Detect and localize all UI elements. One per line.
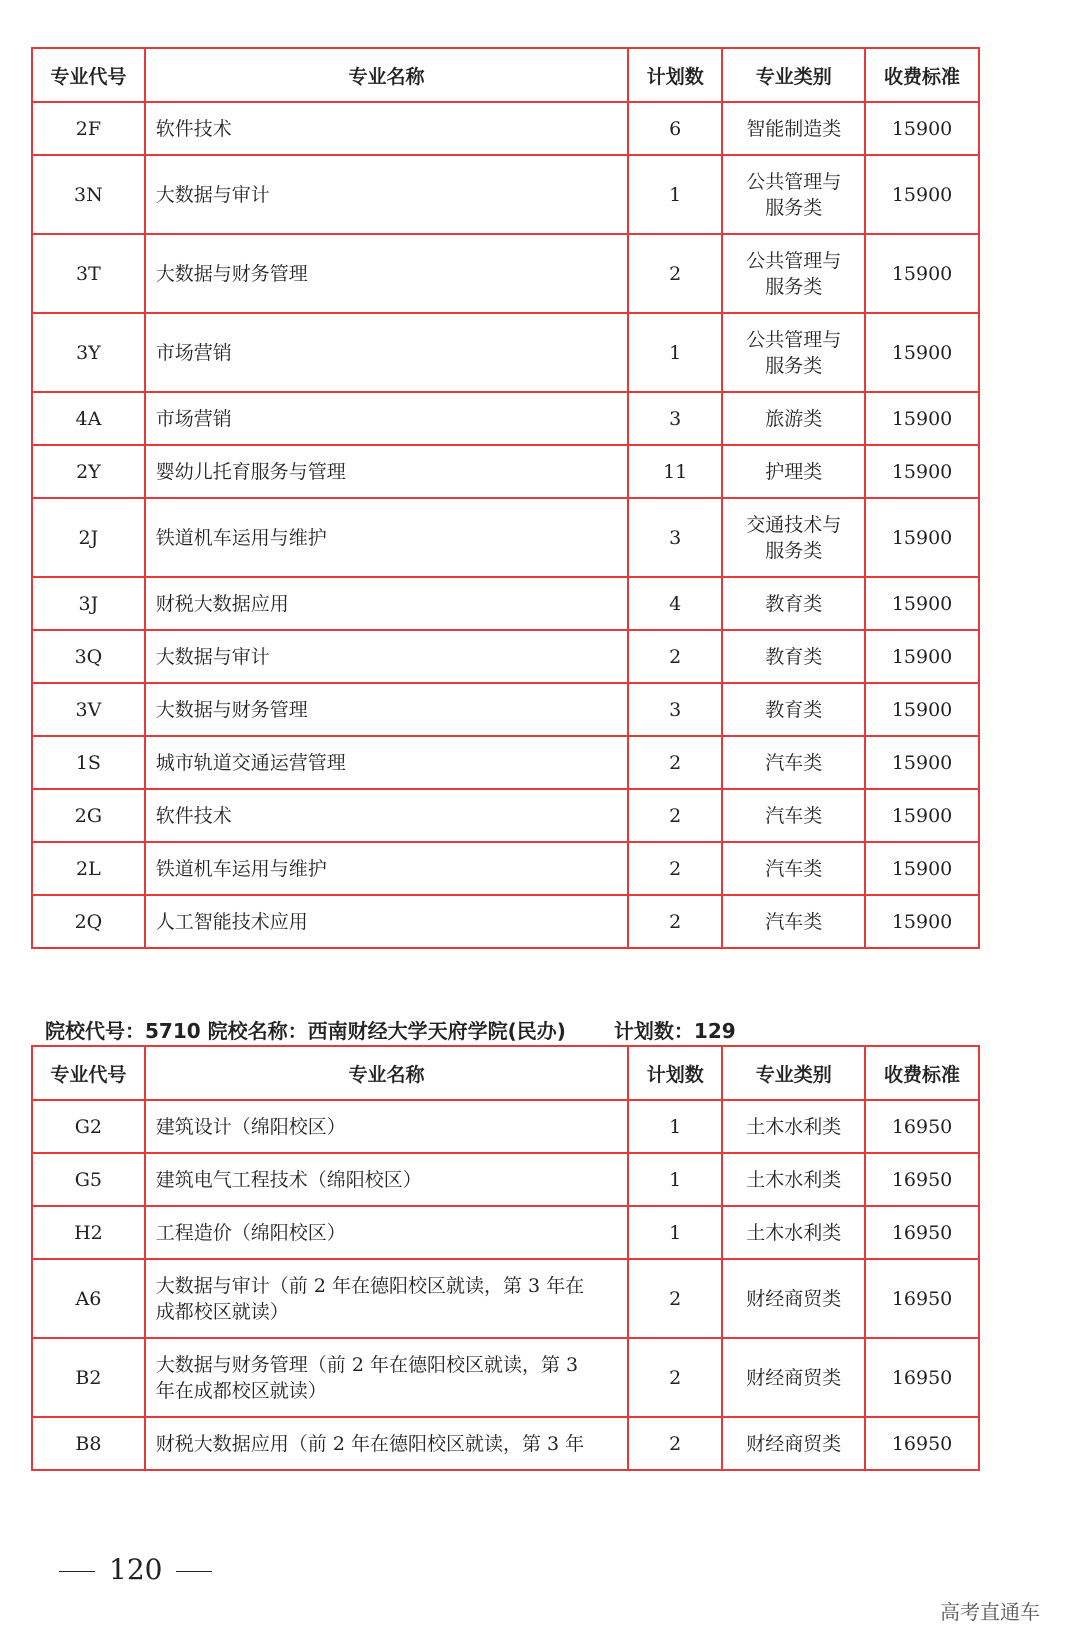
table-row [32,683,979,736]
cell-fee: 15900 [865,234,979,313]
table-row [32,736,979,789]
table-header-row [32,1046,979,1100]
cell-code: 2L [32,842,145,895]
cell-category: 智能制造类 [722,102,865,155]
cell-name: 铁道机车运用与维护 [145,498,628,577]
cell-name: 大数据与审计（前 2 年在德阳校区就读，第 3 年在 成都校区就读） [145,1259,628,1338]
cell-fee: 15900 [865,313,979,392]
table-row [32,630,979,683]
cell-fee: 15900 [865,445,979,498]
cell-name: 大数据与财务管理 [145,683,628,736]
page-number [45,1553,226,1586]
table-row [32,1153,979,1206]
cell-fee: 15900 [865,683,979,736]
dash-right [176,1571,212,1572]
cell-category: 旅游类 [722,392,865,445]
cell-fee: 15900 [865,577,979,630]
cell-fee: 16950 [865,1153,979,1206]
cell-plan: 1 [628,1153,722,1206]
cell-category: 交通技术与 服务类 [722,498,865,577]
cell-category: 土木水利类 [722,1100,865,1153]
enrollment-table-2 [31,1045,980,1471]
cell-plan: 2 [628,234,722,313]
cell-name: 婴幼儿托育服务与管理 [145,445,628,498]
cell-category: 财经商贸类 [722,1259,865,1338]
table-row [32,102,979,155]
table-row [32,234,979,313]
table-row [32,1417,979,1470]
cell-plan: 3 [628,392,722,445]
cell-category: 土木水利类 [722,1206,865,1259]
table-row [32,155,979,234]
table-row [32,1259,979,1338]
cell-name: 大数据与财务管理（前 2 年在德阳校区就读，第 3 年在成都校区就读） [145,1338,628,1417]
cell-code: 2J [32,498,145,577]
cell-code: 3Y [32,313,145,392]
cell-category: 教育类 [722,683,865,736]
cell-fee: 16950 [865,1206,979,1259]
cell-name: 财税大数据应用（前 2 年在德阳校区就读，第 3 年 [145,1417,628,1470]
header-category: 专业类别 [722,48,865,102]
enrollment-table-1 [31,47,980,949]
cell-category: 汽车类 [722,842,865,895]
table-row [32,842,979,895]
page-number-value: 120 [109,1553,163,1586]
cell-plan: 2 [628,895,722,948]
cell-fee: 15900 [865,895,979,948]
cell-plan: 2 [628,1417,722,1470]
cell-category: 公共管理与 服务类 [722,313,865,392]
cell-fee: 15900 [865,498,979,577]
header-category: 专业类别 [722,1046,865,1100]
cell-code: 3T [32,234,145,313]
cell-code: H2 [32,1206,145,1259]
cell-fee: 16950 [865,1100,979,1153]
cell-plan: 2 [628,1259,722,1338]
cell-category: 教育类 [722,630,865,683]
cell-plan: 2 [628,842,722,895]
cell-category: 汽车类 [722,789,865,842]
header-fee: 收费标准 [865,1046,979,1100]
dash-left [59,1571,95,1572]
school-name: 西南财经大学天府学院(民办) [307,1019,566,1043]
cell-plan: 2 [628,1338,722,1417]
cell-fee: 16950 [865,1338,979,1417]
cell-category: 财经商贸类 [722,1338,865,1417]
cell-fee: 16950 [865,1417,979,1470]
header-fee: 收费标准 [865,48,979,102]
cell-fee: 15900 [865,102,979,155]
cell-plan: 11 [628,445,722,498]
cell-category: 教育类 [722,577,865,630]
cell-category: 公共管理与 服务类 [722,155,865,234]
cell-plan: 3 [628,498,722,577]
cell-plan: 2 [628,736,722,789]
cell-name: 大数据与审计 [145,155,628,234]
header-plan: 计划数 [628,48,722,102]
cell-code: G2 [32,1100,145,1153]
school-info-line [45,1015,736,1044]
table-row [32,895,979,948]
table-row [32,498,979,577]
cell-name: 大数据与财务管理 [145,234,628,313]
cell-plan: 2 [628,789,722,842]
cell-code: 4A [32,392,145,445]
school-code: 5710 [145,1019,201,1043]
cell-plan: 2 [628,630,722,683]
school-plan: 129 [693,1019,736,1043]
cell-category: 土木水利类 [722,1153,865,1206]
cell-name: 软件技术 [145,789,628,842]
cell-category: 汽车类 [722,736,865,789]
cell-name: 大数据与审计 [145,630,628,683]
school-plan-label: 计划数： [613,1019,694,1043]
cell-fee: 15900 [865,736,979,789]
table-row [32,577,979,630]
cell-fee: 15900 [865,842,979,895]
cell-name: 市场营销 [145,392,628,445]
cell-plan: 1 [628,155,722,234]
cell-plan: 1 [628,313,722,392]
cell-plan: 1 [628,1206,722,1259]
table-row [32,313,979,392]
cell-fee: 16950 [865,1259,979,1338]
cell-name: 城市轨道交通运营管理 [145,736,628,789]
cell-code: 2Y [32,445,145,498]
cell-category: 汽车类 [722,895,865,948]
table-row [32,1206,979,1259]
cell-plan: 1 [628,1100,722,1153]
cell-code: A6 [32,1259,145,1338]
table-row [32,1338,979,1417]
cell-plan: 6 [628,102,722,155]
cell-code: 2F [32,102,145,155]
school-code-label: 院校代号： [45,1019,145,1043]
cell-fee: 15900 [865,630,979,683]
table-row [32,789,979,842]
cell-fee: 15900 [865,155,979,234]
cell-name: 建筑设计（绵阳校区） [145,1100,628,1153]
school-name-label: 院校名称： [207,1019,308,1043]
cell-category: 财经商贸类 [722,1417,865,1470]
cell-code: 1S [32,736,145,789]
table-row [32,392,979,445]
cell-name: 市场营销 [145,313,628,392]
cell-code: 3N [32,155,145,234]
cell-code: 3J [32,577,145,630]
cell-code: 2G [32,789,145,842]
watermark: 高考直通车 [940,1600,1040,1624]
cell-code: 3Q [32,630,145,683]
cell-name: 软件技术 [145,102,628,155]
cell-name: 建筑电气工程技术（绵阳校区） [145,1153,628,1206]
cell-fee: 15900 [865,789,979,842]
header-name: 专业名称 [145,1046,628,1100]
cell-code: B2 [32,1338,145,1417]
cell-code: 3V [32,683,145,736]
cell-name: 财税大数据应用 [145,577,628,630]
cell-name: 铁道机车运用与维护 [145,842,628,895]
table-row [32,1100,979,1153]
cell-name: 工程造价（绵阳校区） [145,1206,628,1259]
cell-category: 公共管理与 服务类 [722,234,865,313]
header-code: 专业代号 [32,1046,145,1100]
header-code: 专业代号 [32,48,145,102]
header-plan: 计划数 [628,1046,722,1100]
cell-category: 护理类 [722,445,865,498]
cell-fee: 15900 [865,392,979,445]
cell-plan: 4 [628,577,722,630]
cell-code: B8 [32,1417,145,1470]
cell-name: 人工智能技术应用 [145,895,628,948]
cell-code: G5 [32,1153,145,1206]
header-name: 专业名称 [145,48,628,102]
cell-code: 2Q [32,895,145,948]
table-row [32,445,979,498]
table-header-row [32,48,979,102]
cell-plan: 3 [628,683,722,736]
